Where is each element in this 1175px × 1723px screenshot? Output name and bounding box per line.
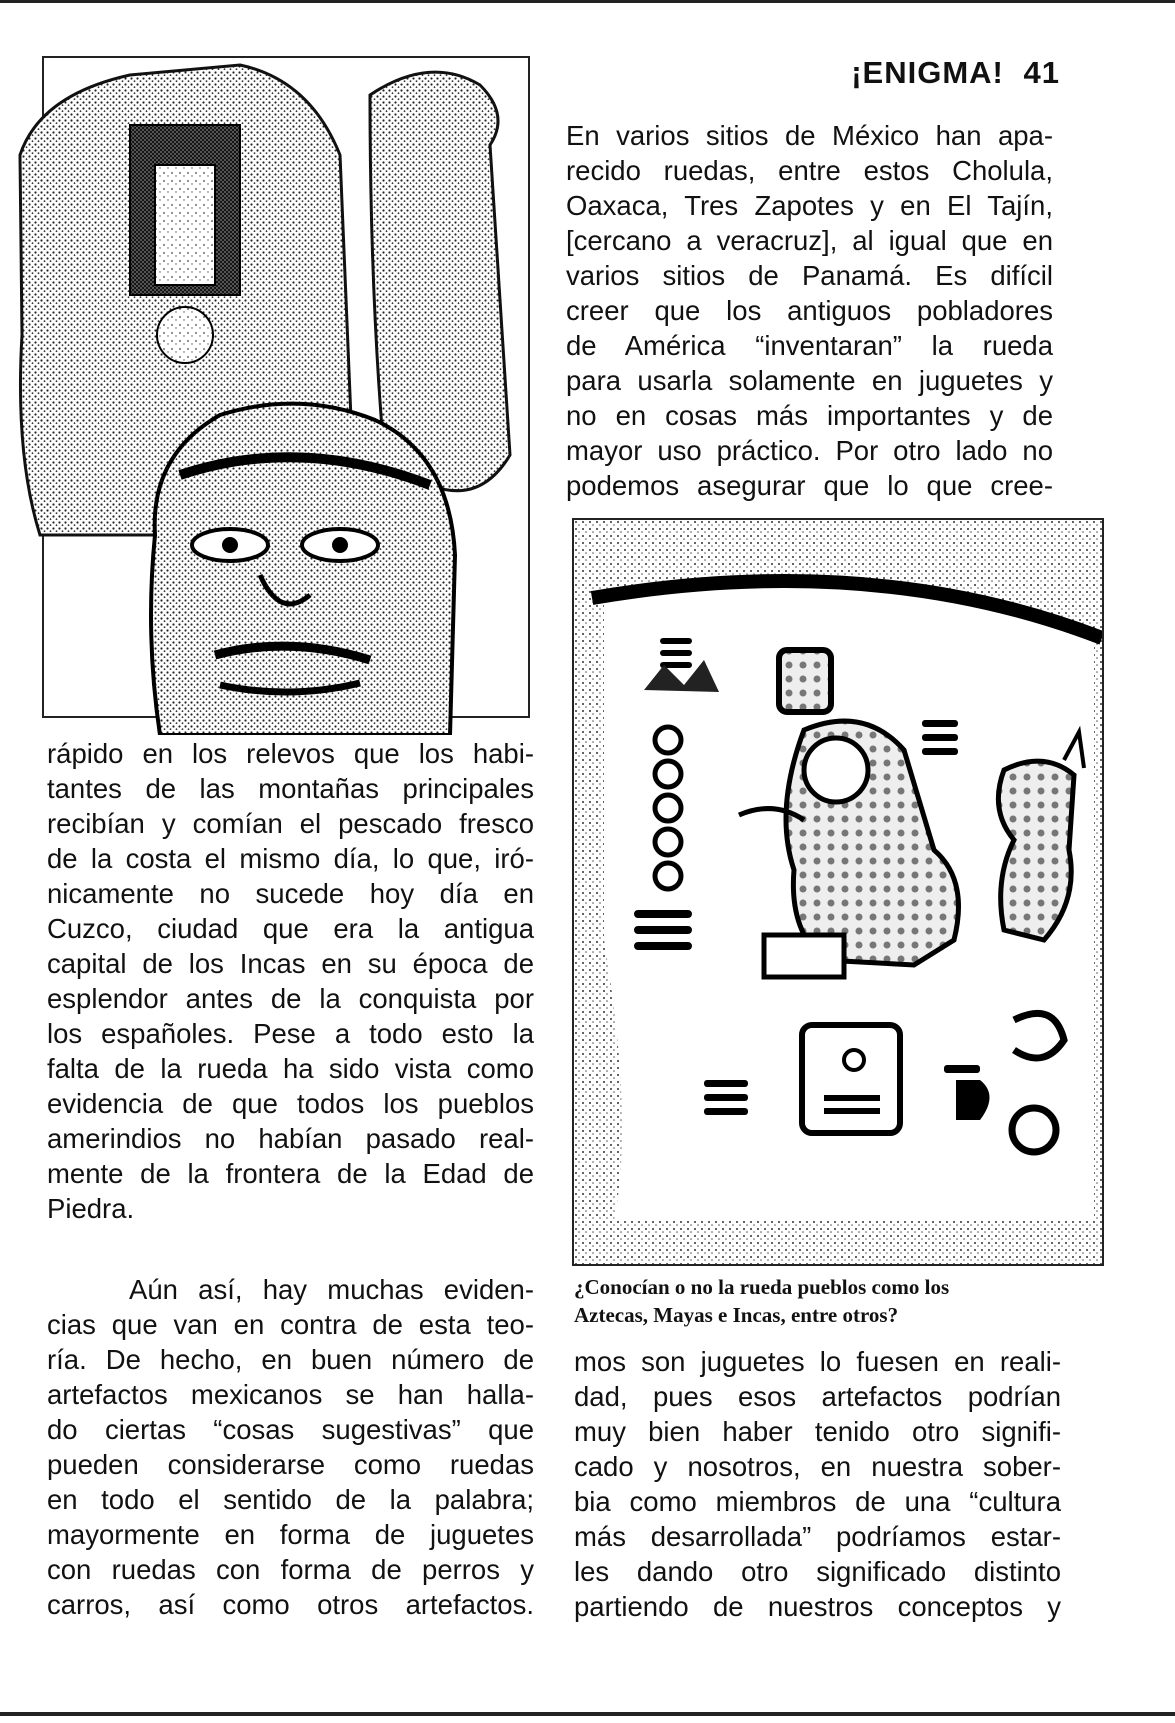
olmec-illustration-svg — [10, 35, 530, 735]
text-line: muy bien haber tenido otro signifi- — [574, 1416, 1061, 1447]
text-line: do ciertas “cosas sugestivas” que — [47, 1414, 534, 1445]
text-line: podemos asegurar que lo que cree- — [566, 470, 1053, 501]
text-line: artefactos mexicanos se han halla- — [47, 1379, 534, 1410]
text-line: partiendo de nuestros conceptos y — [574, 1591, 1061, 1622]
page-header — [640, 55, 1060, 91]
text-line: amerindios no habían pasado real- — [47, 1123, 534, 1154]
text-line: mos son juguetes lo fuesen en reali- — [574, 1346, 1061, 1377]
text-line: recibían y comían el pescado fresco — [47, 808, 534, 839]
page-number: 41 — [1023, 55, 1060, 90]
caption-line: Aztecas, Mayas e Incas, entre otros? — [574, 1303, 899, 1327]
right-column-bottom-text — [574, 1344, 1061, 1624]
codex-illustration-svg — [574, 520, 1102, 1264]
bottom-border-rule — [0, 1712, 1175, 1716]
top-border-rule — [0, 0, 1175, 3]
text-line: tantes de las montañas principales — [47, 773, 534, 804]
right-column-top-text — [566, 118, 1053, 503]
text-line: creer que los antiguos pobladores — [566, 295, 1053, 326]
text-line: evidencia de que todos los pueblos — [47, 1088, 534, 1119]
text-line: más desarrollada” podríamos estar- — [574, 1521, 1061, 1552]
text-line: En varios sitios de México han apa- — [566, 120, 1053, 151]
olmec-head-illustration — [10, 35, 530, 735]
text-line: les dando otro significado distinto — [574, 1556, 1061, 1587]
text-line: Piedra. — [47, 1193, 135, 1224]
text-line: varios sitios de Panamá. Es difícil — [566, 260, 1053, 291]
codex-illustration — [572, 518, 1104, 1266]
text-line: esplendor antes de la conquista por — [47, 983, 534, 1014]
text-line: dad, pues esos artefactos podrían — [574, 1381, 1061, 1412]
text-line: Oaxaca, Tres Zapotes y en El Tajín, — [566, 190, 1053, 221]
text-line: no en cosas más importantes y de — [566, 400, 1053, 431]
text-line: [cercano a veracruz], al igual que en — [566, 225, 1053, 256]
text-line: rápido en los relevos que los habi- — [47, 738, 534, 769]
text-line: mente de la frontera de la Edad de — [47, 1158, 534, 1189]
text-line: en todo el sentido de la palabra; — [47, 1484, 534, 1515]
caption-line: ¿Conocían o no la rueda pueblos como los — [574, 1275, 950, 1299]
text-line: recido ruedas, entre estos Cholula, — [566, 155, 1053, 186]
text-line: falta de la rueda ha sido vista como — [47, 1053, 534, 1084]
text-line: los españoles. Pese a todo esto la — [47, 1018, 534, 1049]
figure-caption — [574, 1273, 1094, 1329]
text-line: mayormente en forma de juguetes — [47, 1519, 534, 1550]
text-line: carros, así como otros artefactos. — [47, 1589, 534, 1620]
text-line: cias que van en contra de esta teo- — [47, 1309, 534, 1340]
left-column-paragraph-2 — [47, 1272, 534, 1622]
text-line: mayor uso práctico. Por otro lado no — [566, 435, 1053, 466]
text-line: para usarla solamente en juguetes y — [566, 365, 1053, 396]
text-line: bia como miembros de una “cultura — [574, 1486, 1061, 1517]
text-line: pueden considerarse como ruedas — [47, 1449, 534, 1480]
header-title: ¡ENIGMA! — [851, 55, 1004, 90]
text-line: con ruedas con forma de perros y — [47, 1554, 534, 1585]
text-line: Cuzco, ciudad que era la antigua — [47, 913, 534, 944]
text-line: cado y nosotros, en nuestra sober- — [574, 1451, 1061, 1482]
left-column-paragraph-1 — [47, 736, 534, 1226]
text-line: Aún así, hay muchas eviden- — [129, 1274, 534, 1305]
text-line: capital de los Incas en su época de — [47, 948, 534, 979]
text-line: ría. De hecho, en buen número de — [47, 1344, 534, 1375]
text-line: de América “inventaran” la rueda — [566, 330, 1053, 361]
text-line: de la costa el mismo día, lo que, iró- — [47, 843, 534, 874]
text-line: nicamente no sucede hoy día en — [47, 878, 534, 909]
